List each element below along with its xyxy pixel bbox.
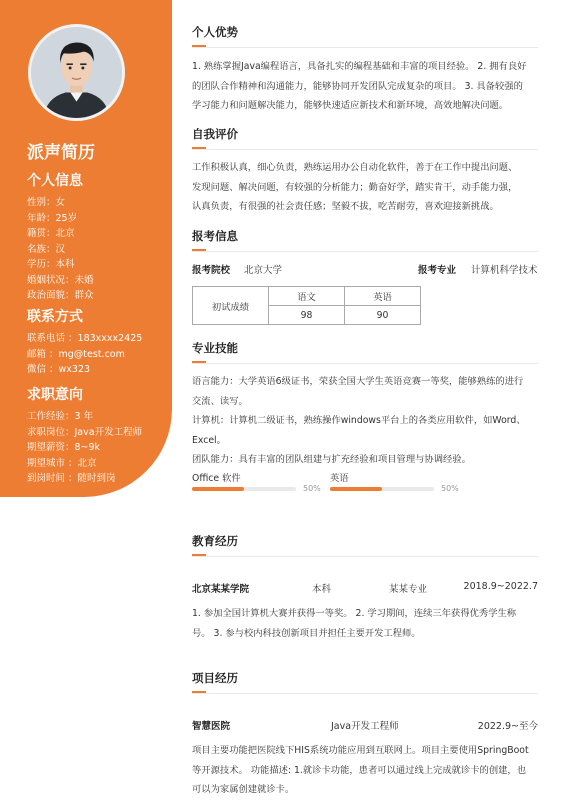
skill-bar-track <box>330 487 434 491</box>
section-divider <box>192 693 538 694</box>
text-line: 工作积极认真，细心负责，熟练运用办公自动化软件，善于在工作中提出问题、 <box>192 162 518 173</box>
self-eval-text <box>192 158 538 217</box>
list-item: 期望城市 ：北京 <box>27 457 97 469</box>
text-line: 1. 熟练掌握Java编程语言，具备扎实的编程基础和丰富的项目经验。 2. 拥有良好 <box>192 61 527 72</box>
text-line: 项目主要功能把医院线下HIS系统功能应用到互联网上。项目主要使用SpringBoot <box>192 745 529 756</box>
text-line: Excel。 <box>192 434 226 446</box>
list-item: 工作经验：3 年 <box>27 411 94 422</box>
score-header: 英语 <box>345 287 421 306</box>
education-heading: 教育经历 <box>192 534 238 548</box>
list-item: 籍贯：北京 <box>27 228 75 239</box>
school-value: 北京大学 <box>244 265 283 276</box>
contact-list <box>27 331 142 378</box>
list-item: 性别：女 <box>27 197 66 208</box>
exam-heading: 报考信息 <box>192 229 238 243</box>
project-text <box>192 741 538 800</box>
project-heading: 项目经历 <box>192 671 238 685</box>
section-divider <box>192 149 538 150</box>
section-divider <box>192 363 538 364</box>
list-item: 到岗时间 ：随时到岗 <box>27 473 116 484</box>
job-intent-heading: 求职意向 <box>27 387 83 403</box>
skills-text <box>192 372 538 470</box>
sidebar <box>0 0 172 497</box>
skill-bar-track <box>192 487 296 491</box>
self-eval-heading: 自我评价 <box>192 127 238 141</box>
list-item: 联系电话 ：183xxxx2425 <box>27 333 143 344</box>
project-name: 智慧医院 <box>192 721 231 732</box>
edu-school: 北京某某学院 <box>192 584 250 595</box>
list-item: 名族：汉 <box>27 243 66 255</box>
text-line: 的团队合作精神和沟通能力，能够协同开发团队完成复杂的项目。 3. 具备较强的 <box>192 80 523 92</box>
text-line: 1. 参加全国计算机大赛并获得一等奖。 2. 学习期间，连续三年获得优秀学生称 <box>192 608 517 619</box>
skill-bar-fill <box>192 487 244 491</box>
contact-heading: 联系方式 <box>27 309 83 325</box>
text-line: 学习能力和问题解决能力，能够快速适应新技术和新环境，高效地解决问题。 <box>192 100 509 111</box>
score-value: 90 <box>345 306 421 325</box>
text-line: 交流、读写。 <box>192 395 248 407</box>
text-line: 团队能力：具有丰富的团队组建与扩充经验和项目管理与协调经验。 <box>192 454 471 465</box>
advantage-heading: 个人优势 <box>192 25 238 39</box>
text-line: 号。 3. 参与校内科技创新项目并担任主要开发工程师。 <box>192 627 421 639</box>
edu-period: 2018.9~2022.7 <box>463 581 538 592</box>
score-table <box>192 286 421 325</box>
list-item: 求职岗位：Java开发工程师 <box>27 426 143 438</box>
list-item: 期望薪资：8~9k <box>27 442 101 453</box>
major-label: 报考专业 <box>418 265 457 276</box>
school-label: 报考院校 <box>192 265 231 276</box>
text-line: 等开源技术。 功能描述: 1.就诊卡功能，患者可以通过线上完成就诊卡的创建，也 <box>192 764 527 776</box>
resume-brand: 派声简历 <box>27 143 95 163</box>
personal-info-list <box>27 195 94 304</box>
edu-degree: 本科 <box>312 584 332 595</box>
text-line: 发现问题、解决问题，有较强的分析能力；勤奋好学，踏实肯干，动手能力强， <box>192 181 518 193</box>
project-role: Java开发工程师 <box>331 721 399 732</box>
skill-bar-fill <box>330 487 382 491</box>
skill-bar-label: 英语 <box>330 473 349 484</box>
text-line: 语言能力：大学英语6级证书，荣获全国大学生英语竞赛一等奖，能够熟练的进行 <box>192 376 524 387</box>
score-header: 语文 <box>269 287 345 306</box>
project-period: 2022.9~至今 <box>477 721 538 732</box>
list-item: 婚姻状况：未婚 <box>27 274 94 286</box>
text-line: 认真负责，有很强的社会责任感；坚毅不拔，吃苦耐劳，喜欢迎接新挑战。 <box>192 201 499 212</box>
text-line: 计算机：计算机二级证书，熟练操作windows平台上的各类应用软件，如Word、 <box>192 415 526 426</box>
avatar <box>28 24 125 121</box>
score-row-label: 初试成绩 <box>193 287 269 325</box>
skill-bar-label: Office 软件 <box>192 473 241 484</box>
job-intent-list <box>27 409 142 487</box>
skills-heading: 专业技能 <box>192 341 238 355</box>
section-divider <box>192 556 538 557</box>
list-item: 学历：本科 <box>27 259 75 270</box>
score-value: 98 <box>269 306 345 325</box>
list-item: 邮箱 ：mg@test.com <box>27 348 125 360</box>
major-value: 计算机科学技术 <box>471 265 538 276</box>
text-line: 可以为家属创建就诊卡。 <box>192 784 295 795</box>
advantage-text <box>192 57 538 116</box>
personal-info-heading: 个人信息 <box>27 173 83 189</box>
section-divider <box>192 251 538 252</box>
edu-major: 某某专业 <box>389 584 428 595</box>
list-item: 微信 ：wx323 <box>27 364 91 375</box>
person-portrait-icon <box>31 27 122 118</box>
list-item: 年龄：25岁 <box>27 212 78 224</box>
section-divider <box>192 47 538 48</box>
skill-bar-percent: 50% <box>303 484 321 493</box>
list-item: 政治面貌：群众 <box>27 290 94 301</box>
education-text <box>192 604 538 643</box>
skill-bar-percent: 50% <box>441 484 459 493</box>
